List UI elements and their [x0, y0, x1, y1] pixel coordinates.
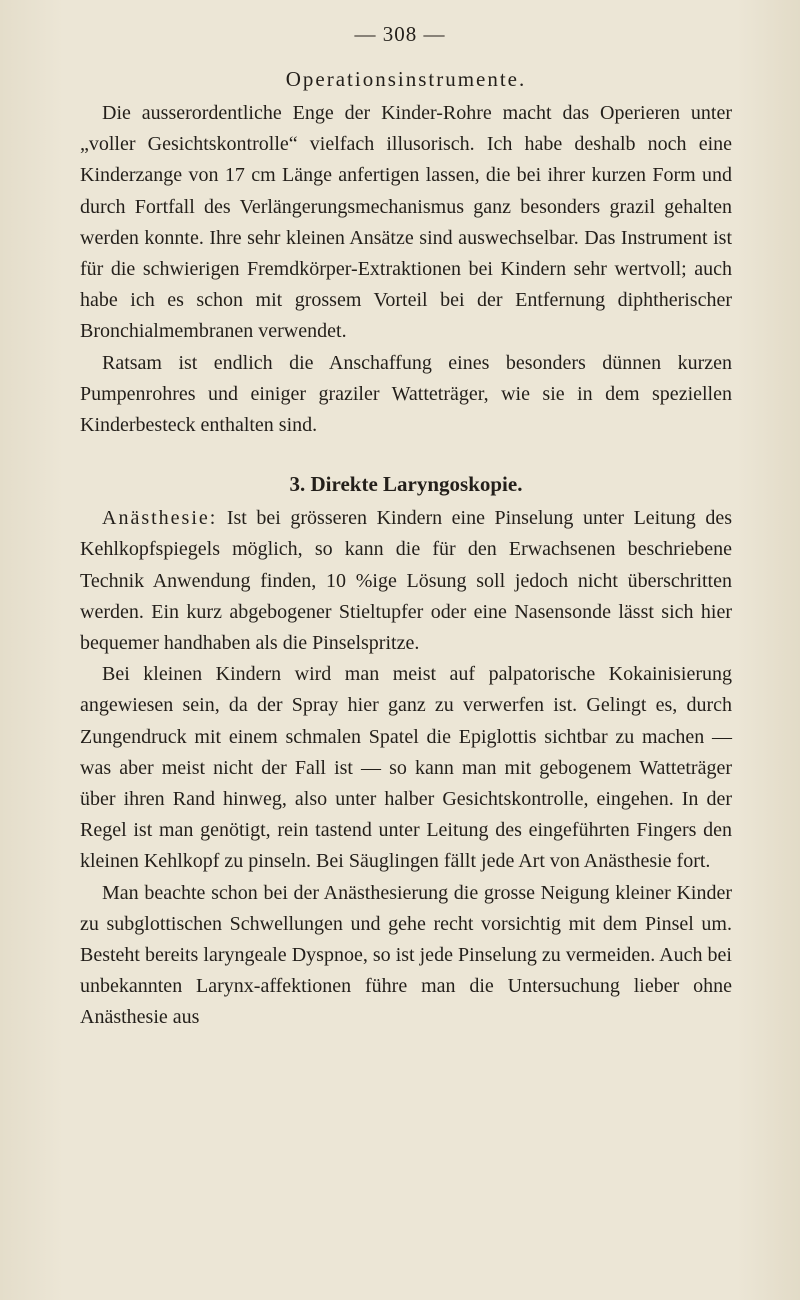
page-number: — 308 — [354, 22, 446, 46]
paragraph-children-forceps: Die ausserordentliche Enge der Kinder-Rohre macht das Operieren unter „voller Gesichtskontrolle“ vielfach illusorisch. Ich habe deshalb noch eine Kinderzange von 17 cm Länge anfertigen lassen, die bei ihrer kurzen Form und durch Fortfall des Verlängerungsmechanismus ganz besonders grazil gehalten werden konnte. Ihre sehr kleinen Ansätze sind auswechselbar. Das Instrument ist für die schwierigen Fremdkörper-Extraktionen bei Kindern sehr wertvoll; auch habe ich es schon mit grossem Vorteil bei der Entfernung diphtherischer Bronchialmembranen verwendet. [80, 102, 732, 343]
page-content [80, 64, 732, 1034]
section-heading-instruments: Operationsinstrumente. [285, 67, 527, 91]
paragraph-subglottic-swelling: Man beachte schon bei der Anästhesierung die grosse Neigung kleiner Kinder zu subglottischen Schwellungen und gehe recht vorsichtig mit dem Pinsel um. Besteht bereits laryngeale Dyspnoe, so ist jede Pinselung zu vermeiden. Auch bei unbekannten Larynx-affektionen führe man die Untersuchung lieber ohne Anästhesie aus [80, 881, 732, 1029]
paragraph-pump-tube: Ratsam ist endlich die Anschaffung eines besonders dünnen kurzen Pumpenrohres und einiger graziler Watteträger, wie sie in dem speziellen Kinderbesteck enthalten sind. [80, 351, 732, 437]
section-heading-laryngoscopy: 3. Direkte Laryngoskopie. [289, 472, 523, 497]
anaesthesia-lead-term: Anästhesie: [102, 507, 218, 530]
anaesthesia-text: Ist bei grösseren Kindern eine Pinselung unter Leitung des Kehlkopfspiegels möglich, so kann die für den Erwachsenen beschriebene Technik Anwendung finden, 10 %ige Lösung soll jedoch nicht überschritten werden. Ein kurz abgebogener Stieltupfer oder eine Nasensonde lässt sich hier bequemer handhaben als die Pinselspritze. [80, 507, 732, 655]
paragraph-small-children: Bei kleinen Kindern wird man meist auf palpatorische Kokainisierung angewiesen sein, da der Spray hier ganz zu verwerfen ist. Gelingt es, durch Zungendruck mit einem schmalen Spatel die Epiglottis sichtbar zu machen — was aber meist nicht der Fall ist — so kann man mit gebogenem Watteträger über ihren Rand hinweg, also unter halber Gesichtskontrolle, eingehen. In der Regel ist man genötigt, rein tastend unter Leitung des eingeführten Fingers den kleinen Kehlkopf zu pinseln. Bei Säuglingen fällt jede Art von Anästhesie fort. [80, 663, 732, 873]
paragraph-anaesthesia [80, 503, 732, 659]
